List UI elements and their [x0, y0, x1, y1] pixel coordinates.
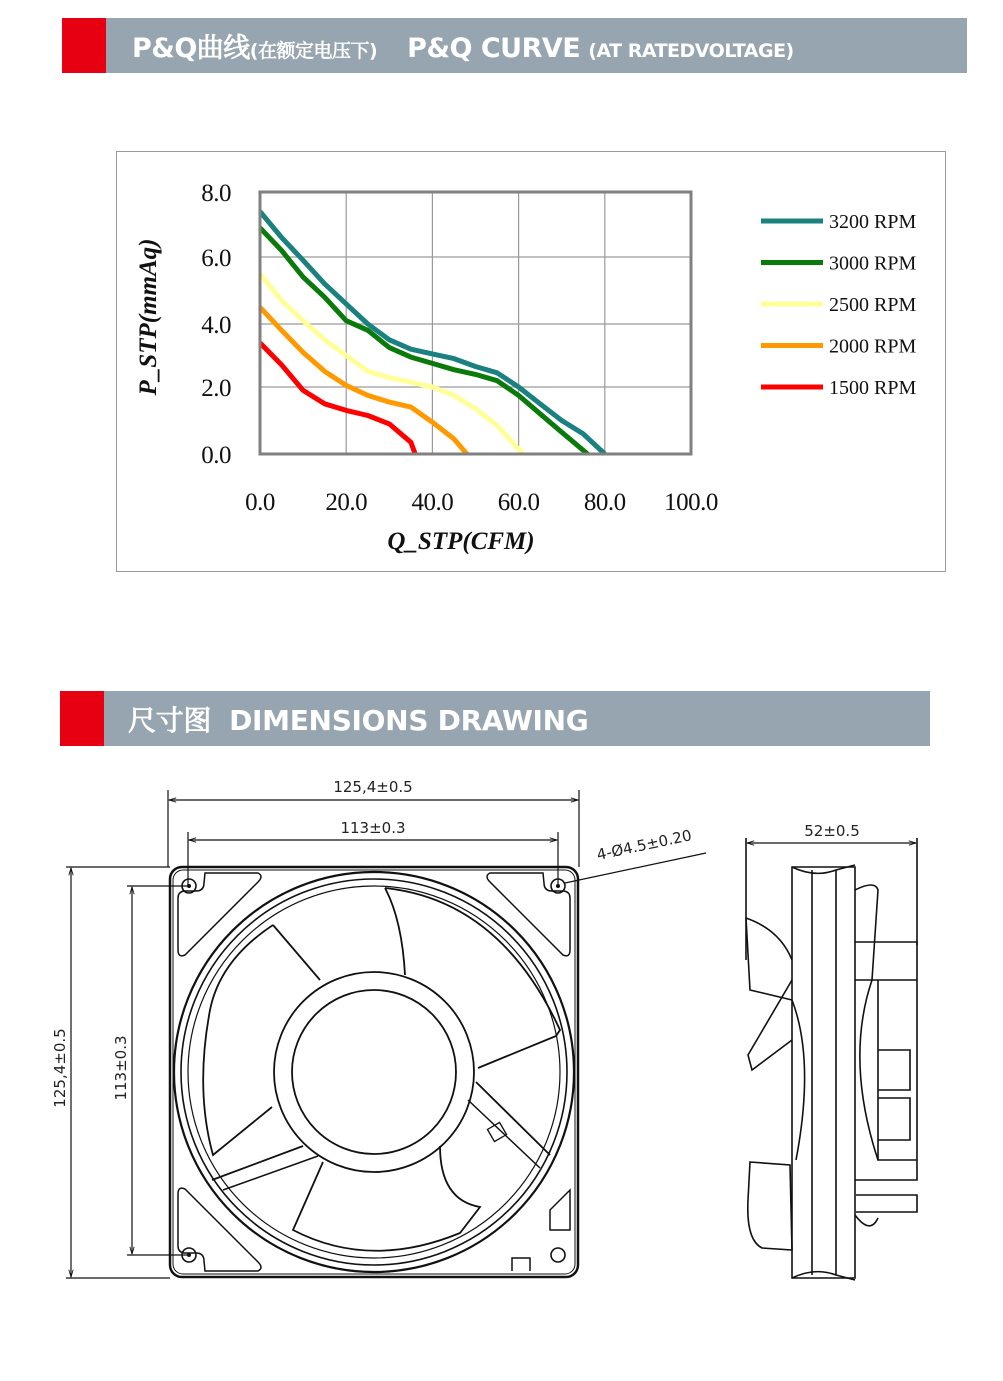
- x-axis-title: Q_STP(CFM): [387, 528, 535, 555]
- legend-item: [761, 211, 916, 233]
- x-tick-label: 80.0: [583, 489, 626, 516]
- title-en: DIMENSIONS DRAWING: [229, 703, 589, 737]
- legend-item: [761, 294, 916, 316]
- y-axis-title: P_STP(mmAq): [135, 238, 162, 396]
- x-tick-label: 60.0: [497, 489, 540, 516]
- title-cn: 尺寸图: [128, 703, 212, 737]
- mount-holes-label: 4-Ø4.5±0.20: [595, 826, 694, 864]
- accent-block: [60, 691, 104, 746]
- hole-spacing-v-label: 113±0.3: [112, 1035, 130, 1101]
- legend-label: 1500 RPM: [829, 377, 917, 399]
- title-cn-note: (在额定电压下): [249, 40, 378, 62]
- x-tick-label: 100.0: [664, 489, 718, 516]
- fan-front-view: [170, 867, 578, 1277]
- legend-item: [761, 377, 916, 399]
- chart-canvas: [117, 152, 947, 573]
- fan-side-view: [746, 838, 917, 1280]
- legend-label: 2000 RPM: [829, 335, 917, 358]
- legend-label: 3200 RPM: [829, 211, 917, 233]
- chart-legend: [761, 211, 916, 399]
- dimensions-section-header: [60, 691, 930, 746]
- mount-hole: [551, 1248, 565, 1262]
- section-title: [106, 26, 794, 65]
- pq-curve-section-header: [62, 18, 967, 73]
- pq-chart: [116, 151, 946, 572]
- legend-label: 3000 RPM: [829, 252, 917, 275]
- legend-item: [761, 336, 916, 358]
- section-title: [104, 699, 588, 739]
- legend-label: 2500 RPM: [829, 294, 917, 316]
- chart-grid: [260, 192, 691, 454]
- y-tick-label: 6.0: [201, 245, 231, 272]
- y-tick-label: 8.0: [201, 180, 231, 207]
- title-en-note: (AT RATEDVOLTAGE): [588, 40, 794, 62]
- accent-block: [62, 18, 106, 73]
- hole-spacing-h-label: 113±0.3: [340, 819, 406, 837]
- x-tick-label: 40.0: [411, 489, 454, 516]
- front-dimension-lines: [66, 790, 706, 1278]
- title-cn: P&Q曲线: [132, 33, 250, 64]
- depth-label: 52±0.5: [804, 822, 860, 840]
- y-tick-label: 4.0: [201, 312, 231, 339]
- overall-width-label: 125,4±0.5: [333, 778, 413, 796]
- x-tick-label: 0.0: [245, 489, 275, 516]
- x-tick-label: 20.0: [325, 489, 368, 516]
- y-axis-ticks: [201, 180, 231, 469]
- y-tick-label: 0.0: [201, 442, 231, 469]
- overall-height-label: 125,4±0.5: [51, 1028, 69, 1108]
- title-en: P&Q CURVE: [407, 33, 581, 64]
- dimensions-drawing: [0, 760, 1003, 1320]
- x-axis-ticks: [245, 489, 718, 516]
- y-tick-label: 2.0: [201, 375, 231, 402]
- legend-item: [761, 253, 916, 275]
